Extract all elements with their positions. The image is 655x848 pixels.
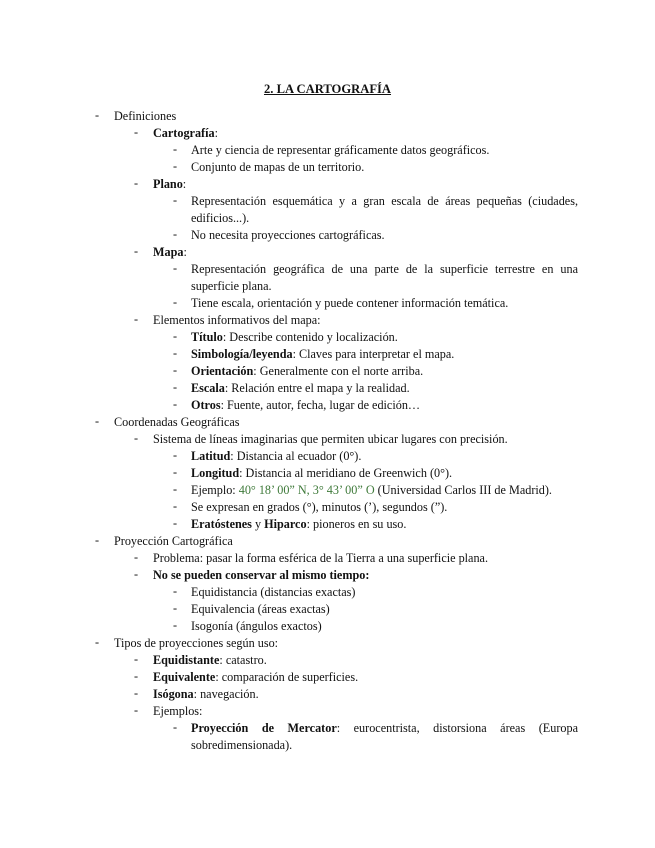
list-item — [191, 363, 423, 380]
bullet-dash: - — [173, 397, 178, 411]
list-item: Equidistancia (distancias exactas) — [191, 585, 356, 599]
bullet-dash: - — [173, 227, 178, 241]
example-coordinates: 40° 18’ 00” N, 3° 43’ 00” O — [238, 483, 375, 497]
term-label: Otros — [191, 398, 221, 412]
bullet-dash: - — [173, 346, 178, 360]
term-text: : navegación. — [193, 687, 259, 701]
bullet-dash: - — [173, 448, 178, 462]
bullet-dash: - — [173, 720, 178, 734]
term-label: Isógona — [153, 687, 194, 701]
term-label: Equidistante — [153, 653, 220, 667]
bullet-dash: - — [173, 193, 178, 207]
list-item — [153, 567, 369, 584]
list-item: Tiene escala, orientación y puede contener información temática. — [191, 296, 509, 310]
list-item: Representación esquemática y a gran escala de áreas pequeñas (ciudades, — [191, 194, 578, 208]
list-item — [153, 669, 358, 686]
bullet-dash: - — [134, 686, 139, 700]
bullet-dash: - — [134, 244, 139, 258]
bullet-dash: - — [95, 108, 100, 122]
section-definiciones: Definiciones — [114, 109, 177, 123]
section-tipos: Tipos de proyecciones según uso: — [114, 636, 279, 650]
term-text: : Relación entre el mapa y la realidad. — [224, 381, 410, 395]
list-item-continuation: superficie plana. — [191, 279, 272, 293]
conjunction: y — [251, 517, 265, 531]
term-suffix: : — [214, 126, 218, 140]
term-label: Latitud — [191, 449, 231, 463]
list-item: Isogonía (ángulos exactos) — [191, 619, 322, 633]
term-label: Título — [191, 330, 223, 344]
section-coordenadas: Coordenadas Geográficas — [114, 415, 240, 429]
bullet-dash: - — [173, 363, 178, 377]
term-text: : Describe contenido y localización. — [222, 330, 398, 344]
list-item — [191, 720, 578, 737]
bullet-dash: - — [134, 176, 139, 190]
bullet-dash: - — [173, 584, 178, 598]
bullet-dash: - — [173, 142, 178, 156]
list-item: Conjunto de mapas de un territorio. — [191, 160, 365, 174]
bullet-dash: - — [173, 329, 178, 343]
example-suffix: (Universidad Carlos III de Madrid). — [374, 483, 552, 497]
term-label: Orientación — [191, 364, 254, 378]
term-suffix: : — [182, 177, 187, 191]
term-label: Hiparco — [264, 517, 307, 531]
list-item: No necesita proyecciones cartográficas. — [191, 228, 385, 242]
page-title: 2. LA CARTOGRAFÍA — [263, 82, 392, 96]
list-item — [191, 465, 452, 482]
term-label: Proyección de Mercator — [191, 721, 337, 735]
bullet-dash: - — [95, 635, 100, 649]
term-label: No se pueden conservar al mismo tiempo: — [153, 568, 370, 582]
bullet-dash: - — [173, 295, 178, 309]
term-text: : Generalmente con el norte arriba. — [253, 364, 424, 378]
section-proyeccion: Proyección Cartográfica — [114, 534, 233, 548]
term-label: Escala — [191, 381, 225, 395]
list-item: Sistema de líneas imaginarias que permiten ubicar lugares con precisión. — [153, 432, 508, 446]
list-item — [191, 516, 406, 533]
bullet-dash: - — [173, 159, 178, 173]
list-item — [191, 397, 420, 414]
list-item: Representación geográfica de una parte de la superficie terrestre en una — [191, 262, 578, 276]
bullet-dash: - — [95, 414, 100, 428]
term-cartografia — [153, 125, 218, 142]
bullet-dash: - — [134, 703, 139, 717]
list-item — [191, 380, 410, 397]
bullet-dash: - — [134, 567, 139, 581]
term-suffix: : — [183, 245, 187, 259]
bullet-dash: - — [173, 482, 178, 496]
list-item: Se expresan en grados (°), minutos (’), segundos (”). — [191, 500, 448, 514]
bullet-dash: - — [173, 618, 178, 632]
list-item — [191, 346, 454, 363]
bullet-dash: - — [134, 652, 139, 666]
bullet-dash: - — [173, 465, 178, 479]
bullet-dash: - — [173, 261, 178, 275]
bullet-dash: - — [173, 601, 178, 615]
term-text: : Claves para interpretar el mapa. — [292, 347, 455, 361]
bullet-dash: - — [173, 499, 178, 513]
list-item: Ejemplos: — [153, 704, 203, 718]
term-label: Mapa — [153, 245, 184, 259]
term-label: Longitud — [191, 466, 240, 480]
list-item — [153, 652, 267, 669]
term-text: : Distancia al meridiano de Greenwich (0°). — [239, 466, 453, 480]
list-item: Equivalencia (áreas exactas) — [191, 602, 330, 616]
term-plano — [153, 176, 186, 193]
bullet-dash: - — [134, 312, 139, 326]
term-mapa — [153, 244, 187, 261]
list-item: Arte y ciencia de representar gráficamente datos geográficos. — [191, 143, 490, 157]
term-label: Simbología/leyenda — [191, 347, 293, 361]
list-item: Problema: pasar la forma esférica de la Tierra a una superficie plana. — [153, 551, 489, 565]
bullet-dash: - — [95, 533, 100, 547]
bullet-dash: - — [134, 550, 139, 564]
term-text: : eurocentrista, distorsiona áreas (Europa — [336, 721, 578, 735]
term-label: Eratóstenes — [191, 517, 252, 531]
bullet-dash: - — [173, 516, 178, 530]
term-text: : Distancia al ecuador (0°). — [230, 449, 362, 463]
list-item-continuation: sobredimensionada). — [191, 738, 293, 752]
term-label: Cartografía — [153, 126, 215, 140]
bullet-dash: - — [173, 380, 178, 394]
term-label: Equivalente — [153, 670, 216, 684]
term-label: Plano — [153, 177, 183, 191]
list-item-continuation: edificios...). — [191, 211, 250, 225]
list-item — [191, 482, 552, 499]
example-prefix: Ejemplo: — [191, 483, 239, 497]
term-text: : catastro. — [219, 653, 267, 667]
bullet-dash: - — [134, 125, 139, 139]
elementos-heading: Elementos informativos del mapa: — [153, 313, 321, 327]
bullet-dash: - — [134, 669, 139, 683]
bullet-dash: - — [134, 431, 139, 445]
term-text: : comparación de superficies. — [215, 670, 359, 684]
term-text: : Fuente, autor, fecha, lugar de edición… — [220, 398, 421, 412]
list-item — [191, 448, 361, 465]
term-text: : pioneros en su uso. — [306, 517, 407, 531]
list-item — [153, 686, 259, 703]
list-item — [191, 329, 398, 346]
